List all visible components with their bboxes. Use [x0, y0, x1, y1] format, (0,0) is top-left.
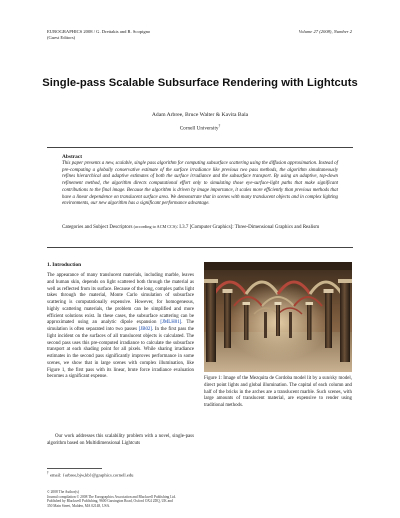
affiliation	[0, 124, 400, 132]
footnote-text: email: {arbree,bjw,kb}@graphics.cornell.edu	[48, 472, 134, 478]
copyright-line: 350 Main Street, Malden, MA 02148, USA.	[47, 503, 111, 508]
figure-caption: Figure 1: Image of the Mezquita de Cordoba model lit by a sun/sky model, direct point lights and global illumination. The capital of each column and half of the bricks in the arches are a translucent marble. Such scenes, with large amounts of translucent material, are expensive to render using traditional methods.	[204, 376, 352, 408]
intro-paragraph-1	[47, 273, 194, 381]
footnote-rule	[47, 468, 102, 469]
affiliation-name: Cornell University	[179, 125, 219, 132]
intro-text-a: The appearance of many translucent materials, including marble, leaves and human skin, depends on light scattered both through the material as well as reflected from its surface. Because of the long, complex paths light takes through the material, Monte Carlo simulation of subsurface scattering is computationally expensive. However, for homogeneous, highly scattering materials, the problem can be simplified and more efficient solutions exist. In these cases, the subsurface scattering can be approximated using an analytic dipole expansion	[47, 273, 194, 326]
citation-link[interactable]: [JB02]	[138, 327, 152, 332]
copyright-line: Journal compilation © 2008 The Eurographics Association and Blackwell Publishing Ltd.	[47, 494, 177, 499]
abstract-bottom-rule	[47, 247, 353, 248]
figure-mezquita-render	[204, 262, 352, 372]
header-venue: EUROGRAPHICS 2008 / G. Drettakis and R. Scopigno	[47, 29, 151, 34]
paper-title: Single-pass Scalable Subsurface Rendering with Lightcuts	[42, 77, 358, 89]
abstract-top-rule	[47, 147, 353, 148]
running-header-right: Volume 27 (2008), Number 2	[298, 29, 352, 34]
categories-text: : I.3.7 [Computer Graphics]: Three-Dimensional Graphics and Realism	[176, 225, 320, 230]
categories-note: (according to ACM CCS)	[133, 224, 177, 229]
author-list: Adam Arbree, Bruce Walter & Kavita Bala	[151, 112, 249, 118]
section-heading-introduction: 1. Introduction	[47, 262, 82, 268]
copyright-block	[47, 490, 197, 508]
abstract-heading: Abstract	[62, 154, 83, 160]
copyright-line: Published by Blackwell Publishing, 9600 Garsington Road, Oxford OX4 2DQ, UK and	[47, 499, 173, 504]
running-header-left	[47, 29, 227, 40]
intro-text-c: . In the first pass the light incident on the surfaces of all translucent objects is calculated. The second pass uses this pre-computed irradiance to calculate the subsurface transport at each shading point for all pixels. While sharing irradiance estimates in the second pass significantly improves performance in some scenes, we show that in large scenes with complex illumination, like Figure 1, the first pass with its linear, brute force irradiance evaluation becomes a significant expense.	[47, 327, 194, 380]
abstract-text: This paper presents a new, scalable, single pass algorithm for computing subsurface scattering using the diffusion approximation. Instead of pre-computing a globally conservative estimate of the surface irradiance like previous two pass methods, the algorithm simultaneously refines hierarchical and adaptive estimates of both the surface irradiance and the subsurface transport. By using an adaptive, top-down refinement method, the algorithm directs computational effort only to simulating those eye-surface-light paths that make significant contributions to the final image. Because the algorithm is driven by image importance, it scales more efficiently than previous methods that have a linear dependence on translucent surface area. We demonstrate that in scenes with many translucent objects and in complex lighting environments, our new algorithm has a significant performance advantage.	[62, 161, 338, 207]
intro-text-b: . The simulation is often separated into two passes	[47, 320, 194, 332]
affiliation-footnote-mark: †	[218, 124, 221, 128]
footnote	[47, 471, 194, 478]
intro-paragraph-2: Our work addresses this scalability problem with a novel, single-pass algorithm based on Multidimensional Lightcuts	[47, 434, 194, 446]
header-guest-editors: (Guest Editors)	[47, 34, 76, 40]
citation-link[interactable]: [JMLH01]	[160, 320, 182, 326]
acm-categories	[62, 224, 338, 232]
footnote-mark: †	[47, 471, 49, 475]
categories-lead: Categories and Subject Descriptors	[62, 225, 133, 230]
mezquita-image	[204, 262, 352, 372]
copyright-line: © 2008 The Author(s)	[47, 490, 79, 494]
